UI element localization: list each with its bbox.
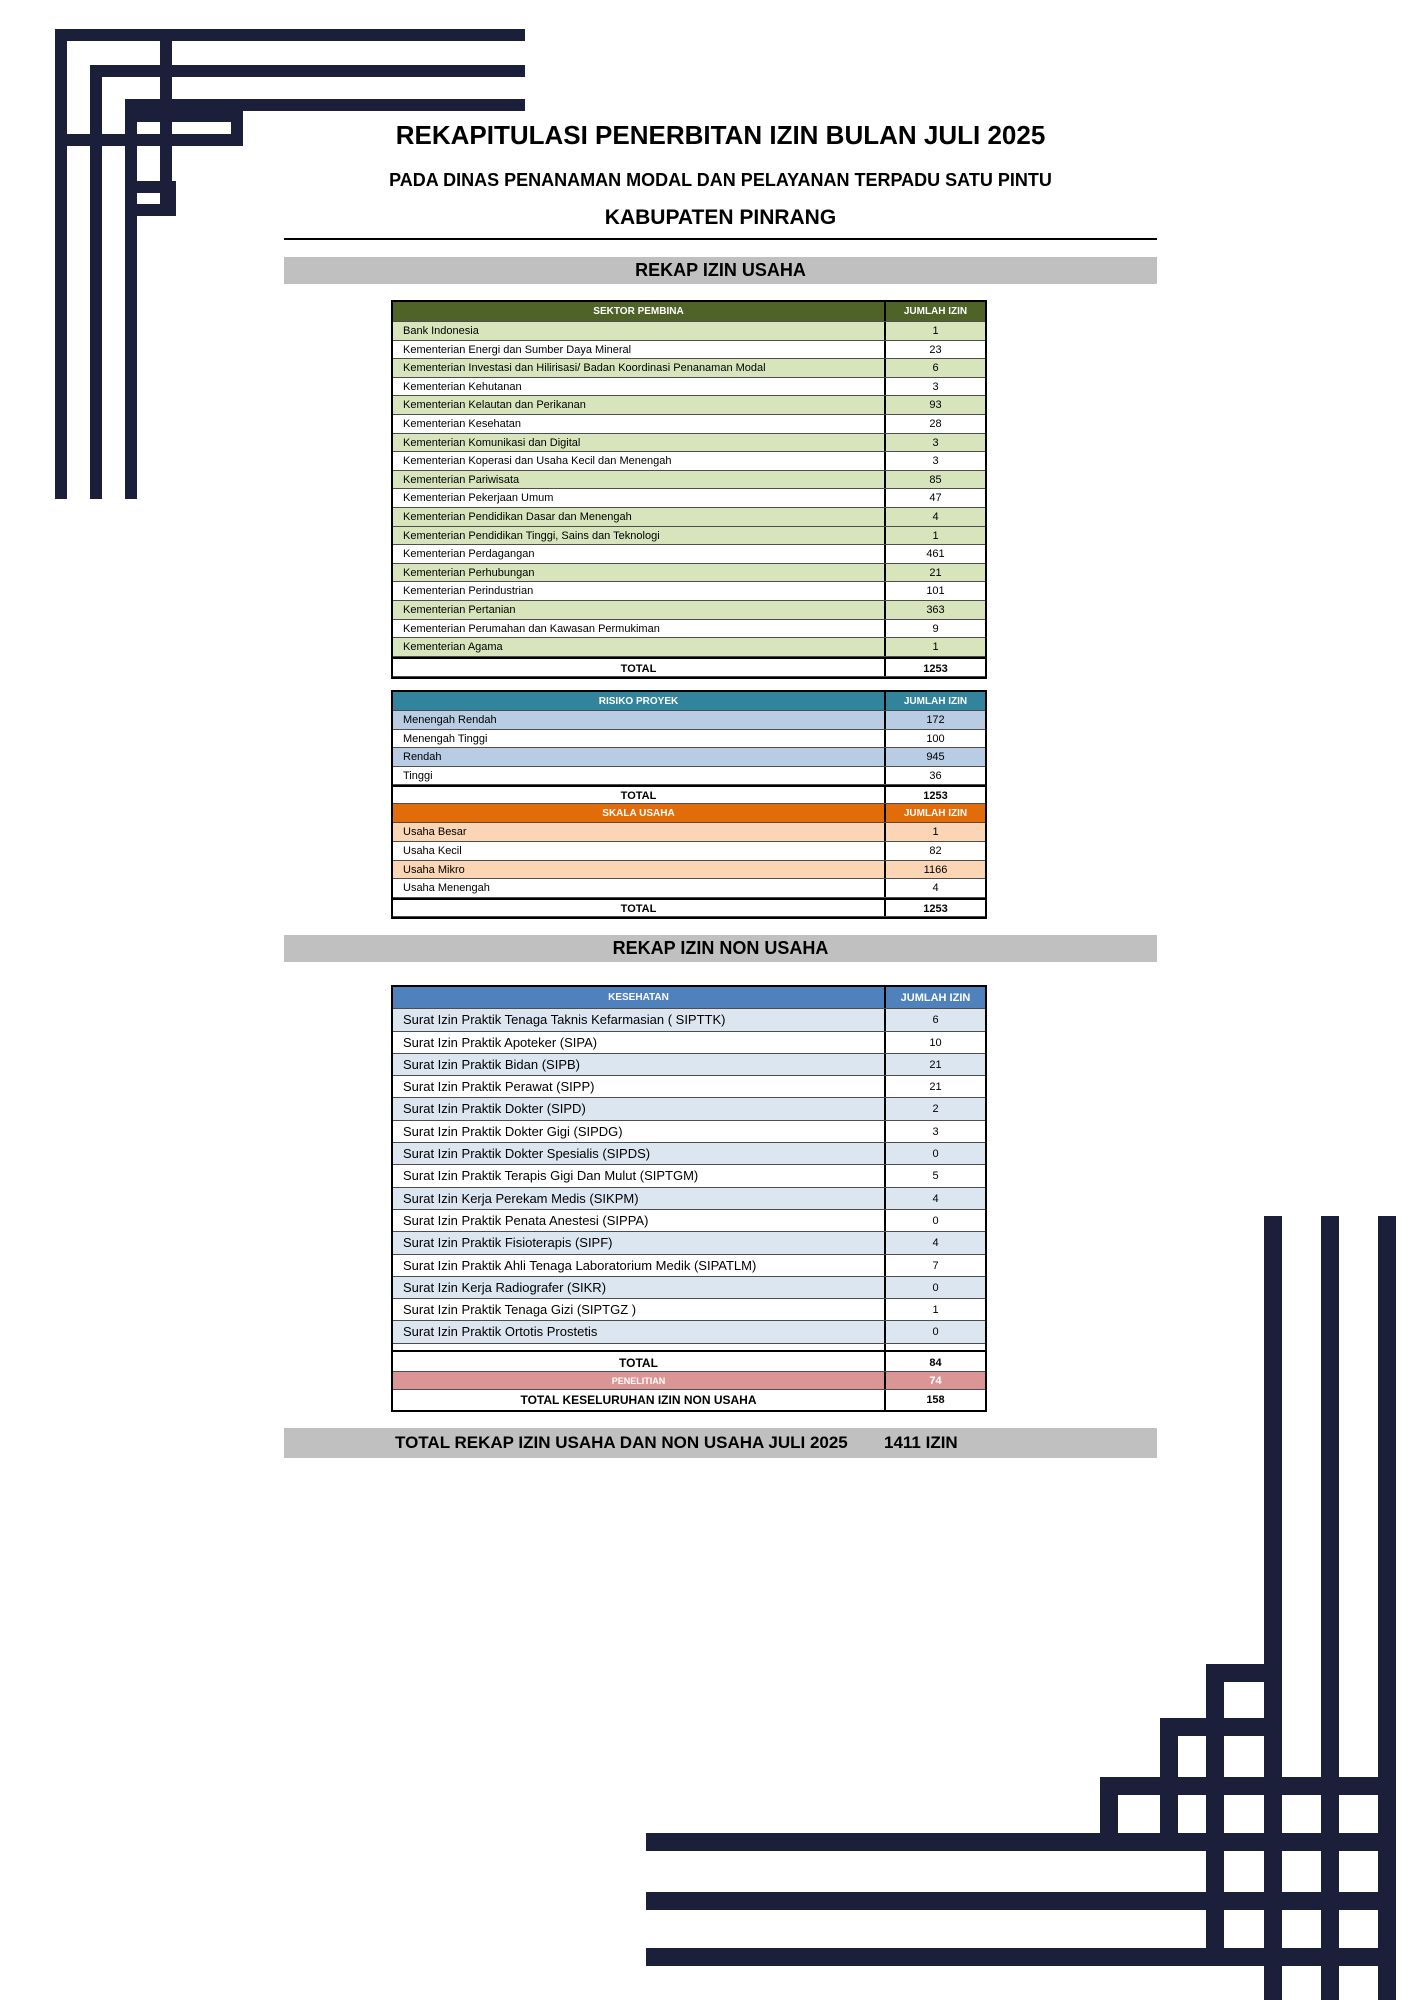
table-row — [393, 1232, 985, 1254]
row-value: 4 — [932, 1192, 939, 1205]
row-label: Kementerian Pekerjaan Umum — [393, 489, 886, 507]
total-value: 84 — [929, 1356, 942, 1369]
row-label: Surat Izin Praktik Dokter (SIPD) — [393, 1098, 886, 1119]
table-row — [393, 396, 985, 415]
row-label: Kementerian Agama — [393, 638, 886, 656]
table-row — [393, 861, 985, 880]
grand-total-row — [393, 1390, 985, 1410]
row-label: Kementerian Investasi dan Hilirisasi/ Badan Koordinasi Penanaman Modal — [393, 359, 886, 377]
row-value: 172 — [926, 714, 945, 726]
row-value: 21 — [929, 566, 942, 579]
total-label: TOTAL — [393, 1352, 886, 1371]
row-value: 0 — [932, 1148, 939, 1161]
table-row — [393, 1054, 985, 1076]
row-value: 21 — [929, 1058, 942, 1071]
table-header-skala — [393, 804, 985, 823]
column-header-skala: SKALA USAHA — [393, 804, 886, 822]
row-label: Usaha Menengah — [393, 879, 886, 897]
row-value: 7 — [932, 1259, 939, 1272]
table-row — [393, 1277, 985, 1299]
row-value: 3 — [932, 455, 939, 468]
table-row — [393, 842, 985, 861]
row-value: 10 — [929, 1036, 942, 1049]
page-title: REKAPITULASI PENERBITAN IZIN BULAN JULI 2025 — [395, 120, 1046, 150]
row-value: 3 — [932, 1125, 939, 1138]
spacer-cell — [393, 1344, 886, 1350]
table-row — [393, 1076, 985, 1098]
title-divider — [284, 238, 1157, 240]
table-row — [393, 638, 985, 657]
row-value: 1 — [932, 641, 939, 654]
table-row — [393, 1143, 985, 1165]
row-value: 100 — [926, 732, 945, 745]
row-label: Kementerian Kelautan dan Perikanan — [393, 396, 886, 414]
row-label: Kementerian Kehutanan — [393, 378, 886, 396]
column-header-jumlah: JUMLAH IZIN — [900, 992, 971, 1004]
table-row — [393, 730, 985, 749]
table-row — [393, 1098, 985, 1120]
column-header-jumlah: JUMLAH IZIN — [903, 808, 968, 820]
row-label: Kementerian Perhubungan — [393, 564, 886, 582]
row-label: Surat Izin Praktik Ortotis Prostetis — [393, 1321, 886, 1342]
table-row — [393, 1210, 985, 1232]
row-value: 0 — [932, 1214, 939, 1227]
total-row — [393, 657, 985, 677]
total-label: TOTAL — [393, 787, 886, 803]
table-row — [393, 1321, 985, 1343]
table-row — [393, 471, 985, 490]
row-label: Surat Izin Praktik Terapis Gigi Dan Mulut (SIPTGM) — [393, 1165, 886, 1186]
row-value: 4 — [932, 1237, 939, 1250]
row-label: Surat Izin Praktik Dokter Gigi (SIPDG) — [393, 1121, 886, 1142]
row-label: Kementerian Perindustrian — [393, 582, 886, 600]
row-label: Surat Izin Praktik Fisioterapis (SIPF) — [393, 1232, 886, 1253]
table-row — [393, 527, 985, 546]
page-subtitle: PADA DINAS PENANAMAN MODAL DAN PELAYANAN TERPADU SATU PINTU — [389, 170, 1052, 190]
table-row — [393, 489, 985, 508]
risiko-skala-table — [391, 690, 987, 919]
row-label: Kementerian Pariwisata — [393, 471, 886, 489]
sektor-pembina-table — [391, 300, 987, 679]
column-header-jumlah: JUMLAH IZIN — [903, 306, 968, 317]
row-value: 36 — [929, 769, 942, 782]
row-label: Usaha Besar — [393, 823, 886, 841]
table-row — [393, 879, 985, 898]
row-label: Menengah Tinggi — [393, 730, 886, 748]
table-row — [393, 767, 985, 786]
row-label: Usaha Kecil — [393, 842, 886, 860]
row-value: 82 — [929, 844, 942, 857]
region-title: KABUPATEN PINRANG — [604, 206, 837, 229]
table-row — [393, 1009, 985, 1031]
row-value: 4 — [932, 882, 939, 895]
table-row — [393, 601, 985, 620]
grand-total-label: TOTAL KESELURUHAN IZIN NON USAHA — [393, 1390, 886, 1410]
column-header-kesehatan: KESEHATAN — [393, 987, 886, 1008]
row-value: 28 — [929, 417, 942, 430]
row-label: Kementerian Komunikasi dan Digital — [393, 434, 886, 452]
row-value: 6 — [932, 1014, 939, 1027]
row-label: Kementerian Energi dan Sumber Daya Mineral — [393, 341, 886, 359]
row-value: 1 — [932, 529, 939, 542]
total-label: TOTAL — [393, 659, 886, 676]
row-label: Surat Izin Praktik Apoteker (SIPA) — [393, 1032, 886, 1053]
column-header-sektor: SEKTOR PEMBINA — [393, 302, 886, 321]
row-value: 0 — [932, 1326, 939, 1339]
row-label: Kementerian Pertanian — [393, 601, 886, 619]
table-row — [393, 322, 985, 341]
row-label: Kementerian Pendidikan Dasar dan Menengah — [393, 508, 886, 526]
table-row — [393, 415, 985, 434]
table-row — [393, 564, 985, 583]
row-value: 47 — [929, 492, 942, 505]
row-label: Kementerian Pendidikan Tinggi, Sains dan Teknologi — [393, 527, 886, 545]
table-header — [393, 302, 985, 322]
row-label: Surat Izin Kerja Perekam Medis (SIKPM) — [393, 1188, 886, 1209]
row-label: Usaha Mikro — [393, 861, 886, 879]
row-label: Kementerian Perumahan dan Kawasan Permukiman — [393, 620, 886, 638]
total-row — [393, 785, 985, 804]
row-value: 85 — [929, 473, 942, 486]
row-label: Tinggi — [393, 767, 886, 785]
penelitian-row — [393, 1372, 985, 1390]
row-label: Menengah Rendah — [393, 711, 886, 729]
grand-total-value: 158 — [926, 1393, 945, 1406]
row-value: 1166 — [923, 863, 948, 876]
row-value: 3 — [932, 436, 939, 449]
penelitian-label: PENELITIAN — [393, 1372, 886, 1389]
row-label: Rendah — [393, 748, 886, 766]
row-label: Bank Indonesia — [393, 322, 886, 340]
table-row — [393, 748, 985, 767]
table-row — [393, 711, 985, 730]
row-value: 3 — [932, 380, 939, 393]
table-row — [393, 1299, 985, 1321]
table-row — [393, 1255, 985, 1277]
row-label: Surat Izin Praktik Ahli Tenaga Laboratorium Medik (SIPATLM) — [393, 1255, 886, 1276]
table-row — [393, 582, 985, 601]
row-value: 9 — [932, 622, 939, 635]
total-value: 1253 — [923, 790, 948, 803]
table-row — [393, 1165, 985, 1187]
section-title-non-usaha: REKAP IZIN NON USAHA — [284, 935, 1157, 962]
summary-value: 1411 IZIN — [884, 1433, 958, 1452]
kesehatan-table — [391, 985, 987, 1412]
row-value: 5 — [932, 1170, 939, 1183]
row-label: Surat Izin Praktik Perawat (SIPP) — [393, 1076, 886, 1097]
row-value: 6 — [932, 362, 939, 375]
row-value: 363 — [926, 603, 945, 616]
table-row — [393, 1032, 985, 1054]
table-row — [393, 1188, 985, 1210]
row-value: 2 — [932, 1103, 939, 1116]
row-label: Surat Izin Kerja Radiografer (SIKR) — [393, 1277, 886, 1298]
table-header-risiko — [393, 692, 985, 711]
table-row — [393, 545, 985, 564]
row-value: 101 — [926, 585, 945, 598]
row-value: 21 — [929, 1081, 942, 1094]
row-label: Surat Izin Praktik Tenaga Gizi (SIPTGZ ) — [393, 1299, 886, 1320]
row-value: 1 — [932, 325, 939, 337]
row-label: Kementerian Kesehatan — [393, 415, 886, 433]
row-value: 1 — [932, 1304, 939, 1317]
table-row — [393, 452, 985, 471]
total-row — [393, 898, 985, 917]
row-label: Kementerian Koperasi dan Usaha Kecil dan Menengah — [393, 452, 886, 470]
table-row — [393, 434, 985, 453]
summary-label: TOTAL REKAP IZIN USAHA DAN NON USAHA JULI 2025 — [395, 1433, 848, 1452]
row-value: 93 — [929, 399, 942, 412]
table-row — [393, 359, 985, 378]
table-header — [393, 987, 985, 1009]
penelitian-value: 74 — [929, 1374, 942, 1387]
table-row — [393, 508, 985, 527]
total-label: TOTAL — [393, 900, 886, 916]
row-spacer — [393, 1344, 985, 1350]
spacer-cell — [886, 1344, 985, 1350]
row-value: 461 — [926, 548, 945, 561]
row-value: 23 — [929, 343, 942, 356]
row-label: Kementerian Perdagangan — [393, 545, 886, 563]
row-label: Surat Izin Praktik Dokter Spesialis (SIPDS) — [393, 1143, 886, 1164]
column-header-jumlah: JUMLAH IZIN — [903, 696, 968, 707]
row-value: 4 — [932, 510, 939, 523]
row-label: Surat Izin Praktik Penata Anestesi (SIPPA) — [393, 1210, 886, 1231]
section-title-usaha: REKAP IZIN USAHA — [284, 257, 1157, 284]
total-value: 1253 — [923, 902, 948, 915]
row-value: 945 — [926, 751, 945, 764]
summary-band — [284, 1428, 1157, 1458]
total-row — [393, 1350, 985, 1372]
row-label: Surat Izin Praktik Tenaga Taknis Kefarmasian ( SIPTTK) — [393, 1009, 886, 1030]
table-row — [393, 378, 985, 397]
row-value: 1 — [932, 826, 939, 839]
table-row — [393, 823, 985, 842]
row-label: Surat Izin Praktik Bidan (SIPB) — [393, 1054, 886, 1075]
total-value: 1253 — [923, 662, 948, 675]
table-row — [393, 620, 985, 639]
table-row — [393, 1121, 985, 1143]
column-header-risiko: RISIKO PROYEK — [393, 692, 886, 710]
row-value: 0 — [932, 1281, 939, 1294]
table-row — [393, 341, 985, 360]
